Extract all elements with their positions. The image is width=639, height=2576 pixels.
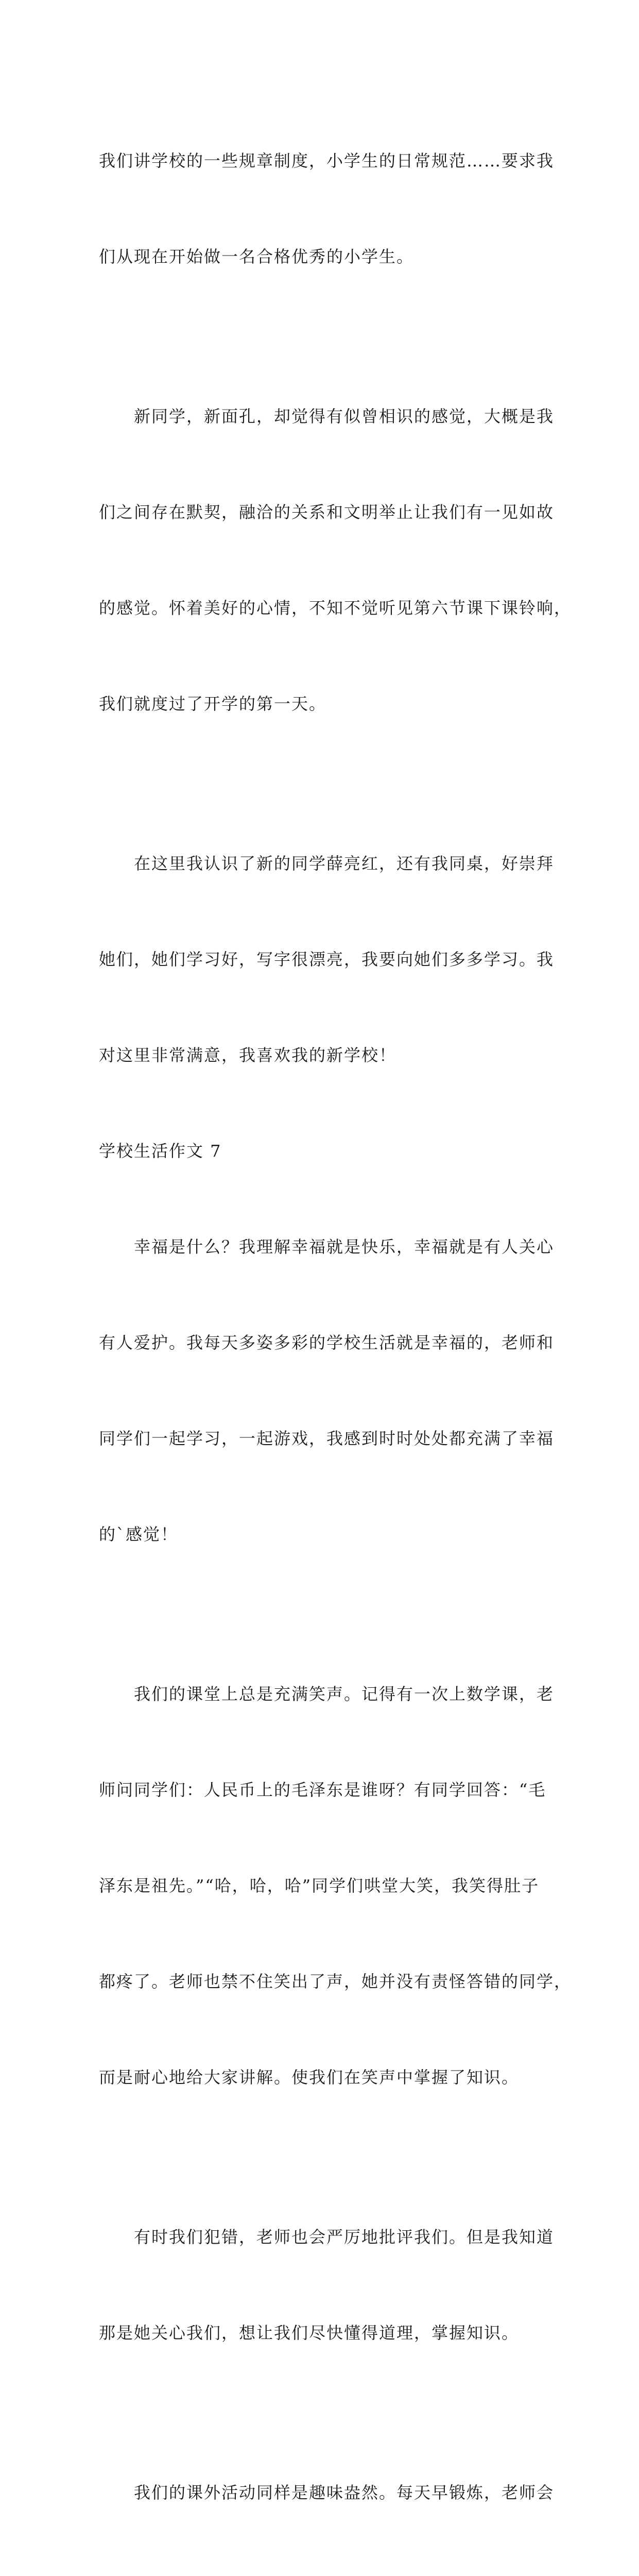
paragraph [99,336,572,784]
text-line: 我们讲学校的一些规章制度，小学生的日常规范……要求我 [99,151,555,171]
text-line: 们之间存在默契，融洽的关系和文明举止让我们有一见如故 [99,502,555,522]
paragraph [99,784,555,1135]
text-line: 我们的课堂上总是充满笑声。记得有一次上数学课，老 [99,1684,555,1704]
text-line: 有时我们犯错，老师也会严厉地批评我们。但是我知道 [99,2227,555,2247]
text-line: 新同学，新面孔，却觉得有似曾相识的感觉，大概是我 [99,406,555,426]
text-line: 幸福是什么？我理解幸福就是快乐，幸福就是有人关心 [99,1237,555,1257]
text-line: 师问同学们：人民币上的毛泽东是谁呀？有同学回答：“毛 [99,1780,546,1800]
document-body [99,81,572,2576]
text-line: 在这里我认识了新的同学薛亮红，还有我同桌，好崇拜 [99,854,555,873]
paragraph [99,81,555,336]
text-line: 我们的课外活动同样是趣味盎然。每天早锻炼，老师会 [99,2483,555,2502]
text-line: 有人爱护。我每天多姿多彩的学校生活就是幸福的，老师和 [99,1333,555,1352]
paragraph [99,2413,555,2576]
text-line: 的感觉。怀着美好的心情，不知不觉听见第六节课下课铃响， [99,598,572,618]
text-line: 对这里非常满意，我喜欢我的新学校！ [99,1045,397,1065]
text-line: 而是耐心地给大家讲解。使我们在笑声中掌握了知识。 [99,2067,520,2087]
text-line: 的`感觉！ [99,1524,179,1544]
paragraph [99,1614,572,2157]
text-line: 那是她关心我们，想让我们尽快懂得道理，掌握知识。 [99,2323,520,2343]
heading-text: 学校生活作文 7 [99,1141,222,1161]
section-heading [99,1135,542,1167]
text-line: 都疼了。老师也禁不住笑出了声，她并没有责怪答错的同学， [99,1972,572,1991]
paragraph [99,2157,555,2413]
paragraph [99,1167,555,1614]
text-line [99,2572,542,2576]
text-line: 同学们一起学习，一起游戏，我感到时时处处都充满了幸福 [99,1429,555,1448]
text-line: 们从现在开始做一名合格优秀的小学生。 [99,247,415,266]
text-line: 她们，她们学习好，写字很漂亮，我要向她们多多学习。我 [99,950,555,969]
text-line: 我们就度过了开学的第一天。 [99,694,327,714]
text-line: 泽东是祖先。”“哈，哈，哈”同学们哄堂大笑，我笑得肚子 [99,1876,540,1895]
